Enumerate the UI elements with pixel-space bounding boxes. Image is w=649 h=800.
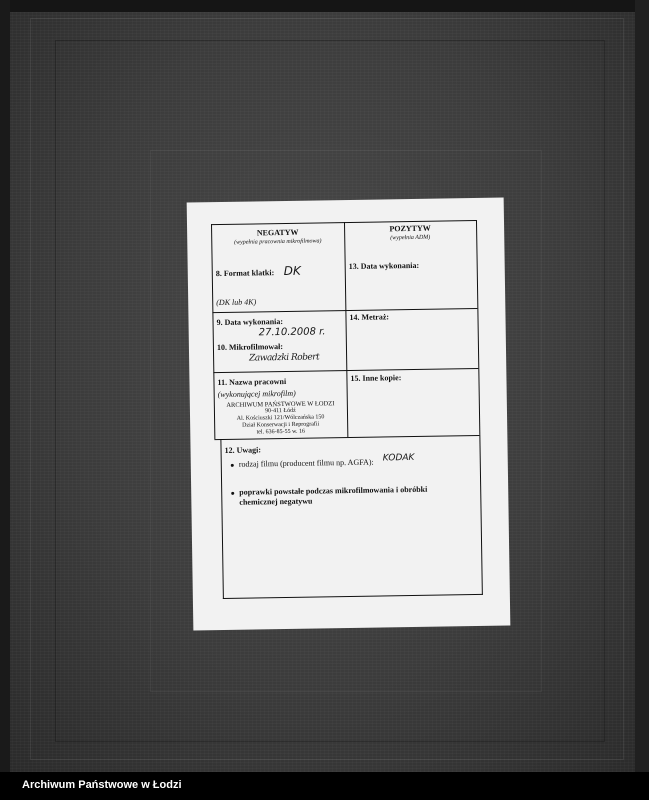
nazwa-pracowni-sub: (wykonującej mikrofilm) xyxy=(217,388,296,400)
footer-bar xyxy=(0,772,649,800)
data-wykonania-label: 9. Data wykonania: xyxy=(216,317,284,328)
table-line xyxy=(476,220,480,435)
table-line xyxy=(223,594,483,599)
remark-corrections-line2: chemicznej negatywu xyxy=(239,496,313,507)
data-wykonania-value: 27.10.2008 r. xyxy=(258,326,326,339)
mikrofilmowal-signature: Zawadzki Robert xyxy=(249,352,320,364)
metraz-label: 14. Metraż: xyxy=(349,312,390,322)
negatyw-subtitle: (wypełnia pracownia mikrofilmowa) xyxy=(234,238,322,246)
table-line xyxy=(479,435,483,595)
table-line xyxy=(220,439,224,599)
mikrofilmowal-label: 10. Mikrofilmował: xyxy=(216,342,284,353)
inne-kopie-label: 15. Inne kopie: xyxy=(350,373,402,383)
remark-corrections-line1: poprawki powstałe podczas mikrofilmowania i obróbki xyxy=(239,484,428,497)
film-edge-top xyxy=(0,0,649,12)
film-edge-right xyxy=(635,0,649,772)
pozytyw-title: POZYTYW xyxy=(389,223,431,234)
stamp-line: tel. 636-85-55 w. 16 xyxy=(256,428,306,436)
bullet-icon xyxy=(231,492,234,495)
bullet-icon xyxy=(231,464,234,467)
archive-name: Archiwum Państwowe w Łodzi xyxy=(22,779,182,791)
format-klatki-value: DK xyxy=(283,263,301,278)
pozytyw-data-wykonania-label: 13. Data wykonania: xyxy=(348,260,420,271)
stamp-line: ARCHIWUM PAŃSTWOWE W ŁODZI xyxy=(226,400,335,409)
film-edge-left xyxy=(0,0,10,772)
remark-film-type: rodzaj filmu (producent filmu np. AGFA): xyxy=(238,457,374,469)
stamp-line: 90-411 Łódź xyxy=(265,407,296,415)
negatyw-title: NEGATYW xyxy=(256,227,299,238)
format-klatki-hint: (DK lub 4K) xyxy=(216,297,257,308)
microfilm-record-card xyxy=(187,198,511,631)
uwagi-label: 12. Uwagi: xyxy=(224,445,262,455)
pozytyw-subtitle: (wypełnia ADM) xyxy=(390,234,431,242)
archive-stamp xyxy=(214,400,348,437)
stamp-line: Dział Konserwacji i Reprografii xyxy=(242,421,320,429)
nazwa-pracowni-label: 11. Nazwa pracowni xyxy=(217,376,287,388)
format-klatki-label: 8. Format klatki: xyxy=(215,268,275,279)
stamp-line: Al. Kościuszki 121/Wólczańska 150 xyxy=(236,414,325,422)
remark-film-type-value: KODAK xyxy=(382,452,415,464)
